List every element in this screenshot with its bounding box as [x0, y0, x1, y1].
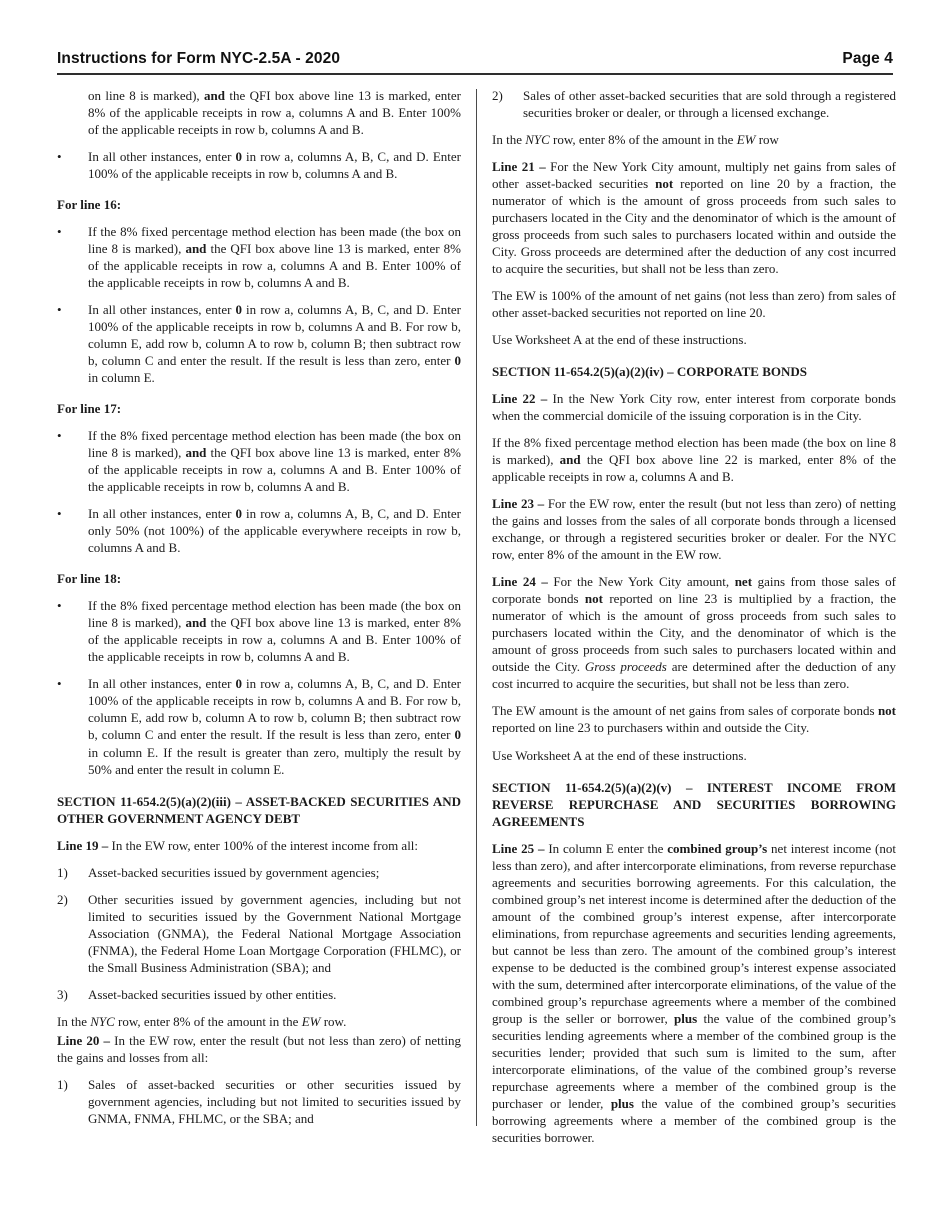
left-column	[57, 87, 461, 1146]
number-marker: 1)	[57, 864, 68, 880]
text-run: row	[755, 132, 779, 148]
text-run: 0	[235, 506, 243, 522]
text-run: 0	[454, 353, 461, 369]
text-run: Line 20 –	[57, 1032, 111, 1048]
text-run: Line 23 –	[492, 496, 545, 512]
bullet-item	[57, 675, 461, 777]
text-run: In the New York City row, enter interest from corporate bonds when the commercial domicile of the issuing corporation is in the City.	[492, 391, 896, 424]
text-run: plus	[674, 1010, 698, 1026]
text-run: For the EW row, enter the result (but not less than zero) of netting the gains and losses from the sales of all corporate bonds through a licensed exchange, or through a registered securities broker or dealer. For the NYC row, enter 8% of the amount in the EW row.	[492, 496, 896, 563]
list-item-text	[88, 675, 461, 777]
section-heading	[57, 793, 461, 827]
text-run: the value of the combined group’s securities lending agreements where a member of the combined group is the securities lender; provided that such sum is limited to the sum, after intercorporate eliminations, of the value of the combined group’s reverse repurchase agreements where a member of the combined group is the purchaser or lender,	[492, 1010, 896, 1111]
text-run: reported on line 20 by a fraction, the numerator of which is the amount of gross proceeds from such sales to purchasers located in the City and the denominator of which is the amount of gross proceeds from such sales to purchasers located within and outside the City. Gross proceeds are determined after the deduction of any cost incurred to acquire the securities, but shall not be less than zero.	[492, 176, 896, 277]
text-run: the QFI box above line 13 is marked, enter 8% of the applicable receipts in row a, columns A and B. Enter 100% of the applicable receipts in row b, columns A and B.	[88, 241, 461, 291]
list-item-text	[88, 891, 461, 976]
text-run: Sales of asset-backed securities or other securities issued by government agencies, including but not limited to securities issued by GNMA, FNMA, FHLMC, or the SBA; and	[88, 1076, 461, 1126]
bullet-marker: •	[57, 676, 62, 692]
text-run: 0	[235, 676, 243, 692]
text-run: in row a, columns A, B, C, and D. Enter 100% of the applicable receipts in row b, columns A and B. For row b, column E, add row b, column A to row b, column B; then subtract row b, column C and enter the result. If the result is less than zero, enter	[88, 676, 461, 743]
paragraph	[492, 390, 896, 424]
paragraph	[492, 747, 896, 764]
text-run: the value of the combined group’s securities borrowing agreements where a member of the combined group is the securities borrower.	[492, 1095, 896, 1145]
list-item-text	[88, 986, 461, 1003]
bullet-item	[57, 223, 461, 291]
bullet-item	[57, 301, 461, 386]
text-run: Line 19 –	[57, 837, 109, 853]
sub-heading	[57, 570, 461, 587]
text-run: In the	[57, 1013, 91, 1029]
text-run: on line 8 is marked),	[88, 88, 205, 103]
text-run: gains from those sales of corporate bonds	[492, 574, 896, 607]
text-run: In all other instances, enter	[88, 149, 236, 165]
list-item-text	[523, 87, 896, 121]
paragraph	[492, 840, 896, 1146]
text-run: and	[185, 615, 207, 631]
right-column	[492, 87, 896, 1146]
text-run: the QFI box above line 13 is marked, enter 8% of the applicable receipts in row a, columns A and B. Enter 100% of the applicable receipts in row b, columns A and B.	[88, 88, 461, 138]
number-marker: 2)	[492, 88, 503, 103]
text-run: and	[204, 88, 225, 103]
number-marker: 1)	[57, 1076, 68, 1092]
text-run: Gross proceeds	[584, 659, 667, 675]
paragraph	[492, 702, 896, 736]
text-run: in row a, columns A, B, C, and D. Enter 100% of the applicable receipts in row b, columns A and B. For row b, column E, add row b, column A to row b, column B; then subtract row b, column C and enter the result. If the result is less than zero, enter	[88, 302, 461, 369]
paragraph	[492, 434, 896, 485]
text-run: If the 8% fixed percentage method election has been made (the box on line 8 is marked),	[492, 435, 896, 468]
bullet-marker: •	[57, 506, 62, 522]
section-heading	[492, 779, 896, 830]
paragraph	[492, 573, 896, 692]
text-run: NYC	[90, 1013, 115, 1029]
paragraph	[57, 837, 461, 854]
text-run: Asset-backed securities issued by government agencies;	[88, 864, 380, 880]
number-marker: 2)	[57, 891, 68, 907]
paragraph	[57, 1013, 461, 1030]
text-run: For line 16:	[57, 197, 122, 213]
bullet-marker: •	[57, 428, 62, 444]
text-run: plus	[610, 1095, 634, 1111]
text-run: Line 25 –	[492, 840, 545, 856]
text-run: Line 22 –	[492, 391, 548, 407]
text-run: In column E enter the	[544, 840, 668, 856]
bullet-marker: •	[57, 598, 62, 614]
document-title: Instructions for Form NYC-2.5A - 2020	[57, 50, 341, 67]
text-run: Other securities issued by government agencies, including but not limited to securities issued by the Government National Mortgage Association (GNMA), the Federal National Mortgage Association (FNMA), the Federal Home Loan Mortgage Corporation (FHLMC), or the Small Business Administration (SBA); and	[88, 891, 461, 975]
paragraph	[492, 331, 896, 348]
text-run: 0	[235, 149, 243, 165]
paragraph	[57, 87, 461, 138]
text-run: and	[185, 241, 207, 257]
text-run: Use Worksheet A at the end of these instructions.	[492, 332, 747, 348]
text-run: in row a, columns A, B, C, and D. Enter only 50% (not 100%) of the applicable everywhere receipts in row b, columns A and B.	[88, 506, 461, 556]
list-item-text	[88, 427, 461, 495]
list-item-text	[88, 505, 461, 556]
bullet-marker: •	[57, 149, 62, 165]
list-item-text	[88, 223, 461, 291]
text-run: In all other instances, enter	[88, 506, 236, 522]
text-run: For the New York City amount, multiply net gains from sales of other asset-backed securities	[492, 159, 896, 192]
text-run: not	[655, 176, 674, 192]
two-column-layout	[57, 87, 896, 1146]
bullet-item	[57, 427, 461, 495]
text-run: For line 18:	[57, 571, 122, 587]
text-run: In all other instances, enter	[88, 676, 236, 692]
text-run: Use Worksheet A at the end of these instructions.	[492, 747, 747, 763]
text-run: row, enter 8% of the amount in the	[114, 1013, 302, 1029]
text-run: not	[584, 591, 603, 607]
text-run: NYC	[525, 132, 550, 148]
text-run: the QFI box above line 13 is marked, enter 8% of the applicable receipts in row a, columns A and B. Enter 100% of the applicable receipts in row b, columns A and B.	[88, 615, 461, 665]
text-run: 0	[235, 302, 243, 318]
text-run: For line 17:	[57, 401, 122, 417]
list-item-text	[88, 301, 461, 386]
paragraph	[492, 158, 896, 277]
text-run: and	[185, 445, 207, 461]
list-item-text	[88, 1076, 461, 1127]
text-run: The EW is 100% of the amount of net gains (not less than zero) from sales of other asset-backed securities not reported on line 20.	[492, 288, 896, 321]
text-run: Asset-backed securities issued by other entities.	[88, 986, 337, 1002]
text-run: In the EW row, enter the result (but not less than zero) of netting the gains and losses from all:	[57, 1032, 461, 1065]
text-run: Sales of other asset-backed securities that are sold through a registered securities broker or dealer, or through a licensed exchange.	[523, 88, 896, 121]
section-heading	[492, 363, 896, 380]
paragraph	[492, 131, 896, 148]
text-run: in column E. If the result is greater than zero, multiply the result by 50% and enter the result in column E.	[88, 744, 461, 777]
text-run: 0	[454, 727, 461, 743]
paragraph	[492, 495, 896, 563]
text-run: If the 8% fixed percentage method election has been made (the box on line 8 is marked),	[88, 598, 461, 631]
text-run: EW	[736, 132, 756, 148]
bullet-item	[57, 148, 461, 182]
text-run: SECTION 11-654.2(5)(a)(2)(v) – INTEREST INCOME FROM REVERSE REPURCHASE AND SECURITIES BORROWING AGREEMENTS	[492, 779, 896, 829]
list-item-text	[88, 597, 461, 665]
text-run: reported on line 23 is multiplied by a fraction, the numerator of which is the amount of gross proceeds from such sales to purchasers located within the City, and the denominator of which is the amount of gross proceeds from such sales to purchasers located within and outside the City.	[492, 591, 896, 675]
text-run: and	[559, 452, 581, 468]
bullet-item	[57, 597, 461, 665]
text-run: Line 21 –	[492, 159, 546, 175]
text-run: Line 24 –	[492, 574, 548, 590]
text-run: the QFI box above line 13 is marked, enter 8% of the applicable receipts in row a, columns A and B. Enter 100% of the applicable receipts in row b, columns A and B.	[88, 445, 461, 495]
text-run: in row a, columns A, B, C, and D. Enter 100% of the applicable receipts in row b, columns A and B.	[88, 149, 461, 182]
numbered-item	[492, 87, 896, 121]
list-item-text	[88, 148, 461, 182]
bullet-marker: •	[57, 302, 62, 318]
text-run: The EW amount is the amount of net gains from sales of corporate bonds	[492, 703, 878, 719]
sub-heading	[57, 400, 461, 417]
text-run: In all other instances, enter	[88, 302, 236, 318]
list-item-text	[88, 864, 461, 881]
text-run: For the New York City amount,	[547, 574, 735, 590]
paragraph	[492, 287, 896, 321]
page-number: Page 4	[842, 50, 893, 67]
text-run: not	[877, 703, 896, 719]
text-run: SECTION 11-654.2(5)(a)(2)(iii) – ASSET-BACKED SECURITIES AND OTHER GOVERNMENT AGENCY DEBT	[57, 793, 461, 826]
text-run: row, enter 8% of the amount in the	[549, 132, 737, 148]
text-run: combined group’s	[667, 840, 768, 856]
text-run: the QFI box above line 22 is marked, enter 8% of the applicable receipts in row a, columns A and B.	[492, 452, 896, 485]
text-run: net	[734, 574, 753, 590]
column-divider	[476, 89, 477, 1126]
text-run: In the	[492, 132, 526, 148]
text-run: are determined after the deduction of any cost incurred to acquire the securities, but shall not be less than zero.	[492, 659, 896, 692]
paragraph	[57, 1032, 461, 1066]
page-header	[57, 50, 893, 75]
text-run: in column E.	[88, 370, 155, 386]
numbered-item	[57, 891, 461, 976]
sub-heading	[57, 196, 461, 213]
text-run: If the 8% fixed percentage method election has been made (the box on line 8 is marked),	[88, 428, 461, 461]
text-run: net interest income (not less than zero), and after intercorporate eliminations, from reverse repurchase agreements and securities borrowing agreements. For this calculation, the combined group’s net interest income is determined after the deduction of the amount of the combined group’s interest expense, after intercorporate eliminations, from repurchase agreements and securities lending agreements, but cannot be less than zero. The amount of the combined group’s interest expense to be deducted is the combined group’s interest expense associated with the sum, determined after intercorporate eliminations, of the value of the combined group’s repurchase agreements where a member of the combined group is the seller or borrower,	[492, 840, 896, 1026]
text-run: If the 8% fixed percentage method election has been made (the box on line 8 is marked),	[88, 224, 461, 257]
bullet-marker: •	[57, 224, 62, 240]
numbered-item	[57, 864, 461, 881]
number-marker: 3)	[57, 986, 68, 1002]
text-run: EW	[301, 1013, 321, 1029]
text-run: SECTION 11-654.2(5)(a)(2)(iv) – CORPORATE BONDS	[492, 364, 808, 380]
numbered-item	[57, 986, 461, 1003]
text-run: row.	[320, 1013, 347, 1029]
text-run: reported on line 23 to purchasers within and outside the City.	[492, 720, 810, 736]
text-run: In the EW row, enter 100% of the interest income from all:	[108, 837, 419, 853]
bullet-item	[57, 505, 461, 556]
numbered-item	[57, 1076, 461, 1127]
